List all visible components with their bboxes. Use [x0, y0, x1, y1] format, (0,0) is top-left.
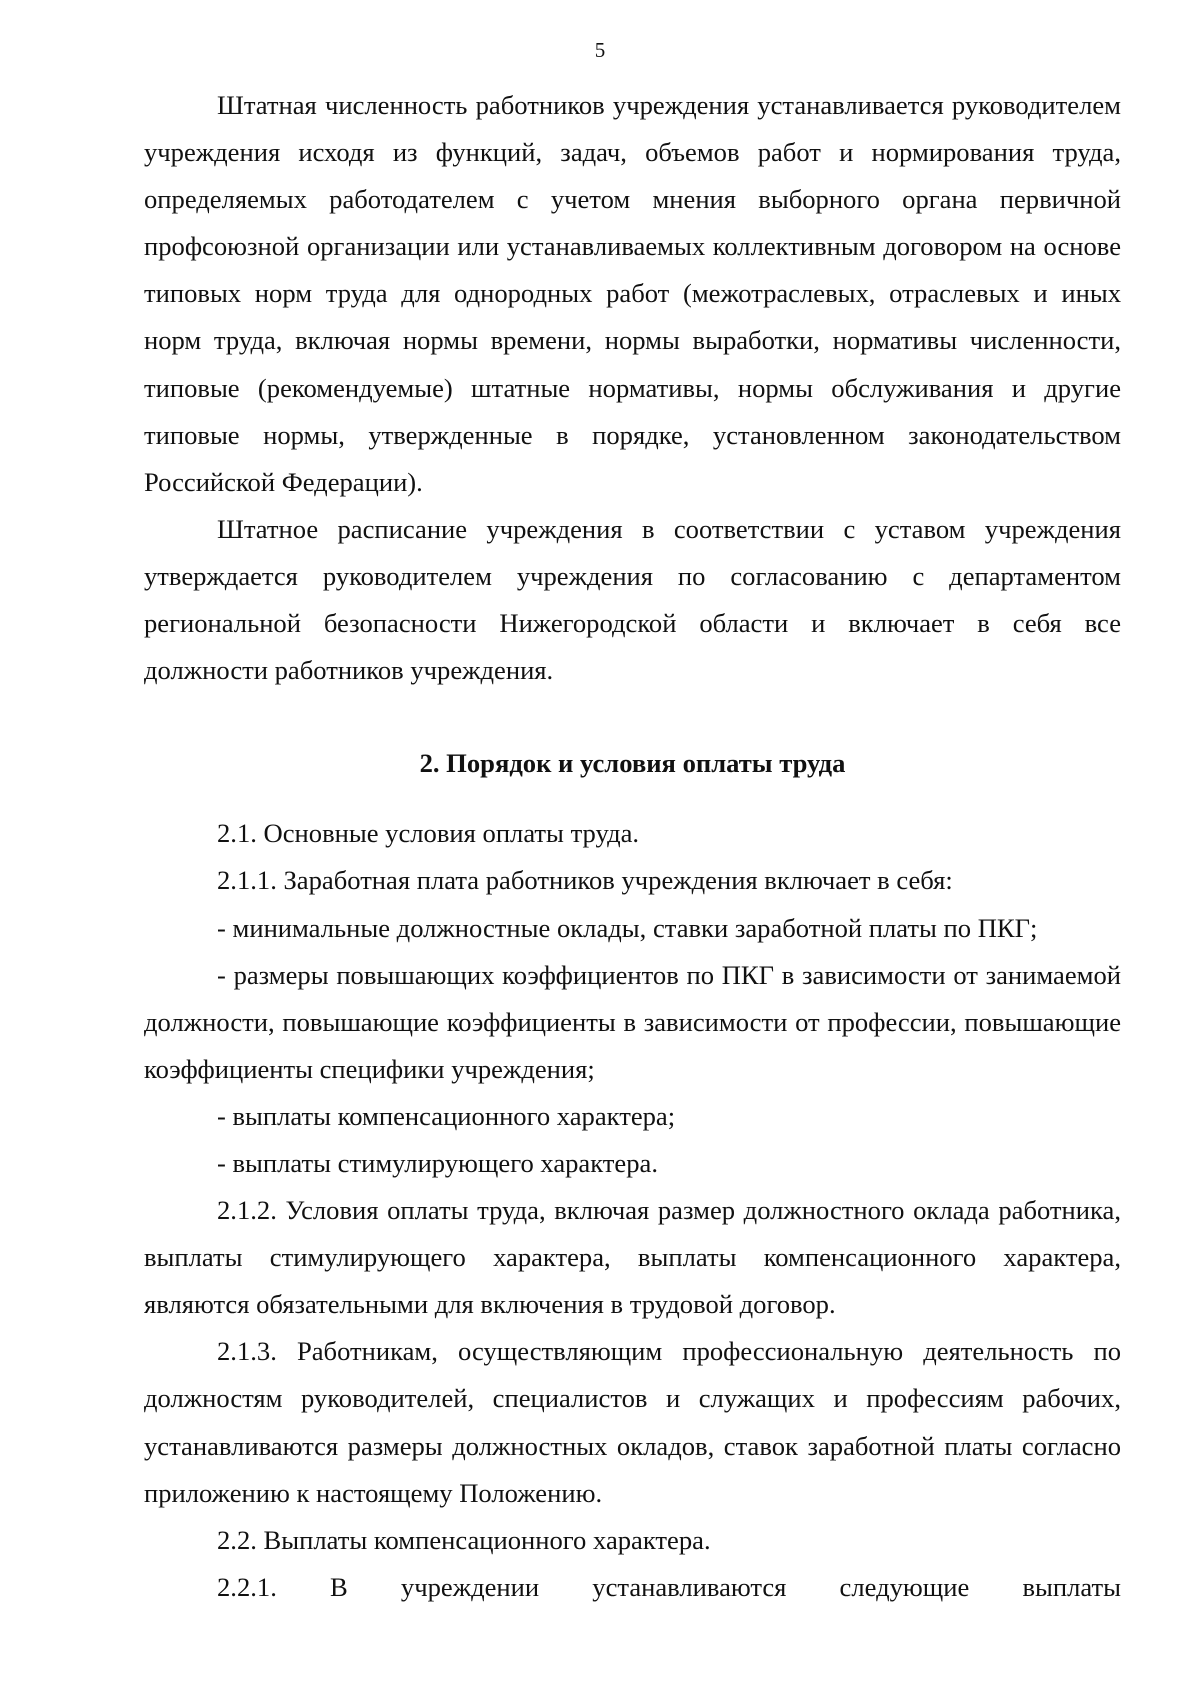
paragraph-2-1-1: 2.1.1. Заработная плата работников учреждения включает в себя: — [217, 865, 953, 896]
paragraph-2-1: 2.1. Основные условия оплаты труда. — [217, 818, 640, 849]
list-item-incentive-payments: - выплаты стимулирующего характера. — [217, 1147, 658, 1178]
paragraph-2-2: 2.2. Выплаты компенсационного характера. — [217, 1524, 711, 1555]
page-number: 5 — [594, 38, 606, 62]
document-body — [144, 82, 1121, 1611]
list-item-min-salaries: - минимальные должностные оклады, ставки заработной платы по ПКГ; — [217, 912, 1038, 943]
paragraph-staff-schedule: Штатное расписание учреждения в соответствии с уставом учреждения утверждается руководителем учреждения по согласованию с департаментом региональной безопасности Нижегородской области и включает в себя все должности работников учреждения. — [144, 513, 1121, 686]
list-item-coefficients: - размеры повышающих коэффициентов по ПКГ в зависимости от занимаемой должности, повышающие коэффициенты в зависимости от профессии, повышающие коэффициенты специфики учреждения; — [144, 959, 1121, 1084]
list-item-compensation-payments: - выплаты компенсационного характера; — [217, 1100, 676, 1131]
paragraph-staff-size: Штатная численность работников учреждения устанавливается руководителем учреждения исходя из функций, задач, объемов работ и нормирования труда, определяемых работодателем с учетом мнения выборного органа первичной профсоюзной организации или устанавливаемых коллективным договором на основе типовых норм труда для однородных работ (межотраслевых, отраслевых и иных норм труда, включая нормы времени, нормы выработки, нормативы численности, типовые (рекомендуемые) штатные нормативы, нормы обслуживания и другие типовые нормы, утвержденные в порядке, установленном законодательством Российской Федерации). — [144, 90, 1121, 497]
section-heading: 2. Порядок и условия оплаты труда — [419, 748, 846, 779]
paragraph-2-1-3: 2.1.3. Работникам, осуществляющим профессиональную деятельность по должностям руководителей, специалистов и служащих и профессиям рабочих, устанавливаются размеры должностных окладов, ставок заработной платы согласно приложению к настоящему Положению. — [144, 1336, 1121, 1508]
paragraph-2-2-1: 2.2.1. В учреждении устанавливаются следующие выплаты — [217, 1571, 1121, 1602]
paragraph-2-1-2: 2.1.2. Условия оплаты труда, включая размер должностного оклада работника, выплаты стимулирующего характера, выплаты компенсационного характера, являются обязательными для включения в трудовой договор. — [144, 1195, 1121, 1320]
